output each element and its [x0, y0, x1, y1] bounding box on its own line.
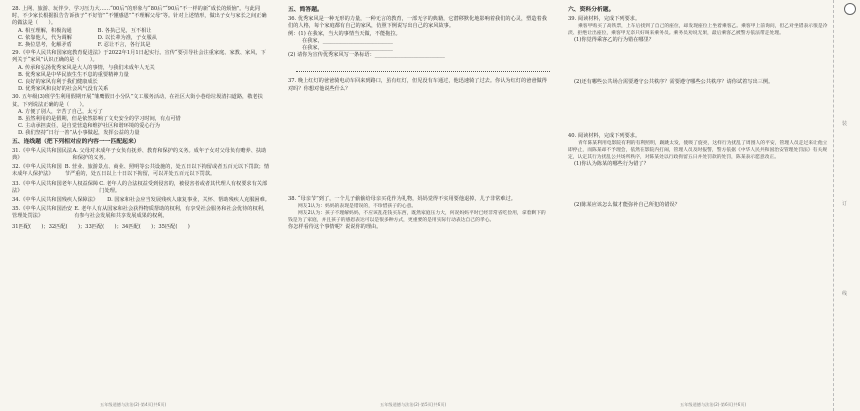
answer-line[interactable]: 在我家，___________________________	[302, 37, 393, 44]
column-middle	[288, 6, 550, 232]
matching-row	[12, 206, 270, 220]
section-title-short-answer: 五、简答题。	[288, 7, 323, 13]
question-29	[12, 50, 270, 93]
question-29-option: D. 优秀家风和良好的社会风气没有关系	[18, 86, 109, 93]
question-40-sub-2: (2)陈某应该怎么做才能弥补自己所犯的错误？	[574, 202, 680, 209]
question-39	[568, 16, 830, 132]
question-30-stem: 30. 五年级(3)班学生利用假期开展“雏鹰假日小分队”文工服务活动，在社区大街小巷给垃圾清扫道路，敬老扶贫。下列说法正确的是（ ）。	[12, 94, 263, 108]
question-30-option: B. 虽然利用的是假期，但是依然影响了文史安全的学习时间，有点可惜	[18, 116, 181, 123]
law-name: 33.《中华人民共和国老年人权益保障法》	[12, 180, 99, 194]
matching-row	[12, 181, 270, 195]
answer-space[interactable]	[288, 162, 550, 196]
matching-row	[12, 148, 270, 162]
question-37	[288, 78, 550, 92]
law-description: B. 营业、旅游景点、商业、照明等公共设施的，处五日以下拘留或者五百元以下罚款；情节严重的，处五日以上十日以下拘留，可以并处五百元以下罚款。	[64, 164, 270, 178]
question-38-question: 你怎样看待这个事情呢？说说你的理由。	[288, 224, 382, 231]
page-footer: 五年级道德与法治(2)·第4页(共6页)	[100, 402, 167, 407]
column-right	[568, 6, 830, 210]
binding-label: 线	[842, 291, 848, 297]
circle-marker-icon	[844, 3, 856, 15]
question-30-option: D. 我们坚持“日行一善”从小事做起，发挥公益的力量	[18, 130, 140, 137]
question-30-option: A. 方便了别人，辛苦了自己，太亏了	[18, 108, 103, 115]
question-29-option: B. 优秀家风是中华民族生生不息的重要精神力量	[18, 71, 129, 78]
answer-line[interactable]: 在我家，___________________________	[302, 45, 393, 52]
question-28	[12, 6, 270, 49]
question-39-sub-2: (2)还有哪些公共场合需要遵守公共秩序？需要遵守哪些公共秩序？请你试着写出三例。	[574, 78, 774, 85]
question-36-example: 例：(1) 在我家，当大的事情当天做，不能拖拉。	[288, 30, 401, 37]
answer-space[interactable]	[288, 128, 550, 162]
binding-label: 订	[842, 201, 848, 207]
question-29-option: C. 良好的家风有利于我们健康成长	[18, 79, 98, 86]
question-40	[568, 133, 830, 210]
question-29-stem: 29.《中华人民共和国家庭教育促进法》于2022年1月1日起实行。宣传“要引导社会注重家庭、家教、家风，下列关于“家风”认识正确的是（ ）。	[12, 50, 266, 64]
binding-margin	[833, 0, 860, 411]
law-description: C. 老年人的合法权益受到侵害的，被侵害者或者其代理人有权要求有关部门处理。	[99, 180, 268, 194]
question-40-stem: 40. 阅读材料，完成下列要求。	[568, 132, 641, 139]
question-36-part-2[interactable]: (2) 请你为宣传优秀家风写一条标语：___________________________	[288, 52, 445, 59]
matching-row	[12, 197, 270, 204]
question-40-passage: 青年陈某利用电影院有利的有利照明，踢跳太发，使吸了旋亮，这样行为扰乱了周围人的平安，管理人员走过来让他立即停止，而陈某却不予理会，依然在影院内打闹，管理人员及时报警，警方依据《中华人民共和国治安管理处罚法》有关规定，认定其行为扰乱公共场所秩序，对陈某处以行政拘留五日并处罚款的处罚，陈某表示愿意改正。	[568, 141, 828, 161]
question-28-stem: 28. 上网、旅游、玩伴少、学习压力大……“00后”的形象与“80后”“90后”不一样的新“成长的烦恼”。与此同时，不少家长根据报告告诉孩子“不好管”“不懂感恩”“不理解父母”等。针对上述情形，做出子女与家长之间正确的做法是（ ）。	[12, 6, 267, 27]
law-name: 35.《中华人民共和国治安管理处罚法》	[12, 206, 73, 220]
question-39-sub-1: (1)你觉得乘客乙的行为错在哪里？	[574, 37, 654, 44]
answer-space[interactable]	[568, 86, 830, 120]
question-28-option-row: C. 依靠他人，代为调解 D. 以长辈为准，子女服从	[18, 34, 157, 41]
question-30	[12, 94, 270, 137]
law-description: D. 国家和社会应当发展残疾人康复事业，关怀、帮助残疾人克服困难。	[107, 197, 270, 204]
section-title-matching: 五、连线题（把下列相对应的内容一一匹配起来）	[12, 138, 140, 145]
column-left	[12, 6, 270, 231]
question-28-option-row: E. 换位思考，化解矛盾 F. 忍让不言，各行其是	[18, 42, 151, 49]
page-footer: 五年级道德与法治(2)·第6页(共6页)	[680, 402, 747, 407]
answer-space[interactable]	[288, 94, 550, 128]
question-36	[288, 16, 550, 59]
page-footer: 五年级道德与法治(2)·第5页(共6页)	[380, 402, 447, 407]
answer-space[interactable]	[568, 45, 830, 79]
question-38-stem: 38. “母亲节”到了，一个儿子偷偷给母亲买花作为礼物，妈妈觉得不实用要他退掉，儿子非常难过。	[288, 195, 516, 202]
question-37-stem: 37. 晚上红灯的爸爸骑电动车回来到路口，虽有红灯，但见没有车通过，他迅速骑了过去。你认为红灯的爸爸做得对吗？你想对他说些什么？	[288, 78, 547, 92]
question-30-option: C. 主动承担责任，是自觉营造和维护社区和谐环境的爱心行为	[18, 123, 160, 130]
question-39-stem: 39. 阅读材料，完成下列要求。	[568, 16, 641, 23]
law-description: E. 老年人有从国家和社会获得物质帮助的权利，有享受社会服务和社会优待的权利，有参与社会发展和共享发展成果的权利。	[74, 206, 269, 220]
law-name: 34.《中华人民共和国残疾人保障法》	[12, 197, 99, 204]
matching-answer-row[interactable]: 31匹配( )；32匹配( )；33匹配( )；34匹配( )；35匹配( )	[12, 223, 190, 230]
question-36-stem: 36. 优秀家风是一种无形的力量，一种无言的教育，一部无字的典籍，它潜移默化地影响着我们的心灵，塑造着我们的人格，每个家庭都有自己的家风，仿照下例说写出自己的家风故事。	[288, 16, 547, 30]
question-38	[288, 196, 550, 231]
matching-block	[12, 148, 270, 221]
answer-space[interactable]	[568, 120, 830, 132]
question-38-friend-1: 网友1认为：妈妈的表现是错误的，不珍惜孩子的心意。	[298, 204, 417, 210]
question-39-passage: 乘客甲购买了高铁票，上车后找到了自己的座位，却发现座位上坐着乘客乙。乘客甲上前询问，但乙对坐错表示很是冷淡、拒绝让出座位，乘客甲无奈只好叫来乘务员。乘务员劝说无果，最后乘客乙被警方依法带走处理。	[568, 24, 828, 37]
law-name: 32.《中华人民共和国未成年人保护法》	[12, 164, 62, 178]
binding-label: 装	[842, 121, 848, 127]
answer-line[interactable]	[296, 62, 550, 72]
question-38-friend-2: 网友2认为：孩子不理解妈妈，不应该乱花钱买东西，既然家庭压力大，何况妈妈平时已经非常省吃俭用，拿着剩下的钱是为了家庭，并且孩子的感恩表达可以是很多种方式，更重要的是用实际行动表达自己的孝心。	[288, 211, 546, 224]
question-28-option-row: A. 相互理解，积极沟通 B. 各执己见，互不相让	[18, 27, 152, 34]
section-title-analysis: 六、资料分析题。	[568, 7, 615, 13]
question-29-option: A. 传承和弘扬优秀家风是大人的事情，与我们未成年人无关	[18, 64, 155, 71]
matching-row	[12, 164, 270, 178]
law-description: A. 父母对未成年子女负有抚养、教育和保护的义务。成年子女对父母负有赡养、扶助和保护的义务。	[72, 147, 267, 162]
answer-space[interactable]	[568, 168, 830, 202]
question-40-sub-1: (1)你认为陈某的哪些行为错了？	[574, 161, 649, 168]
law-name: 31.《中华人民共和国民法典》	[12, 147, 73, 162]
